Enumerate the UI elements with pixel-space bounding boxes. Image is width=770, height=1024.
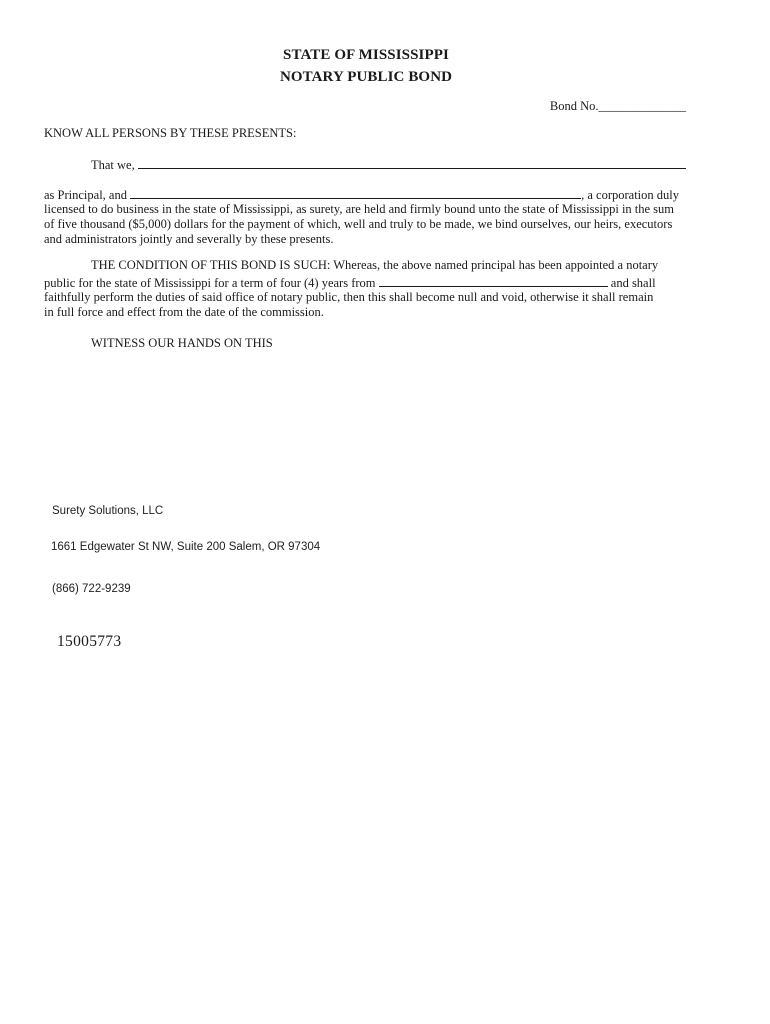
document-title-bond-type: NOTARY PUBLIC BOND — [279, 69, 453, 85]
principal-text-line4: and administrators jointly and severally by these presents. — [44, 232, 334, 246]
surety-company-name: Surety Solutions, LLC — [52, 505, 164, 517]
term-start-date-blank[interactable] — [379, 275, 608, 287]
principal-line — [44, 187, 679, 203]
surety-phone: (866) 722-9239 — [52, 583, 131, 595]
condition-line2 — [44, 275, 656, 291]
that-we-line — [91, 157, 686, 173]
principal-prefix: as Principal, and — [44, 188, 127, 202]
principal-name-blank[interactable] — [138, 157, 686, 169]
principal-text-line2: licensed to do business in the state of Mississippi, as surety, are held and firmly bound unto the state of Mississippi in the sum — [44, 202, 675, 216]
surety-address: 1661 Edgewater St NW, Suite 200 Salem, OR 97304 — [51, 541, 321, 553]
bond-number-blank: ______________ — [598, 99, 686, 113]
principal-suffix: , a corporation duly — [581, 188, 679, 202]
bond-number-field[interactable] — [550, 99, 686, 114]
know-all-heading: KNOW ALL PERSONS BY THESE PRESENTS: — [44, 126, 297, 140]
bond-number-label: Bond No. — [549, 99, 599, 113]
witness-line: WITNESS OUR HANDS ON THIS — [91, 336, 273, 350]
surety-name-blank[interactable] — [130, 187, 581, 199]
condition-text-line1: THE CONDITION OF THIS BOND IS SUCH: Whereas, the above named principal has been appointed a notary — [91, 258, 659, 272]
condition-line2-prefix: public for the state of Mississippi for a term of four (4) years from — [44, 276, 376, 290]
document-number: 15005773 — [57, 633, 122, 650]
condition-line2-suffix: and shall — [610, 276, 656, 290]
document-title-state: STATE OF MISSISSIPPI — [283, 47, 449, 63]
condition-text-line3: faithfully perform the duties of said office of notary public, then this shall become null and void, otherwise it shall remain — [44, 290, 654, 304]
that-we-label: That we, — [91, 158, 135, 172]
principal-text-line3: of five thousand ($5,000) dollars for the payment of which, well and truly to be made, we bind ourselves, our heirs, executors — [44, 217, 673, 231]
condition-text-line4: in full force and effect from the date of the commission. — [44, 305, 324, 319]
